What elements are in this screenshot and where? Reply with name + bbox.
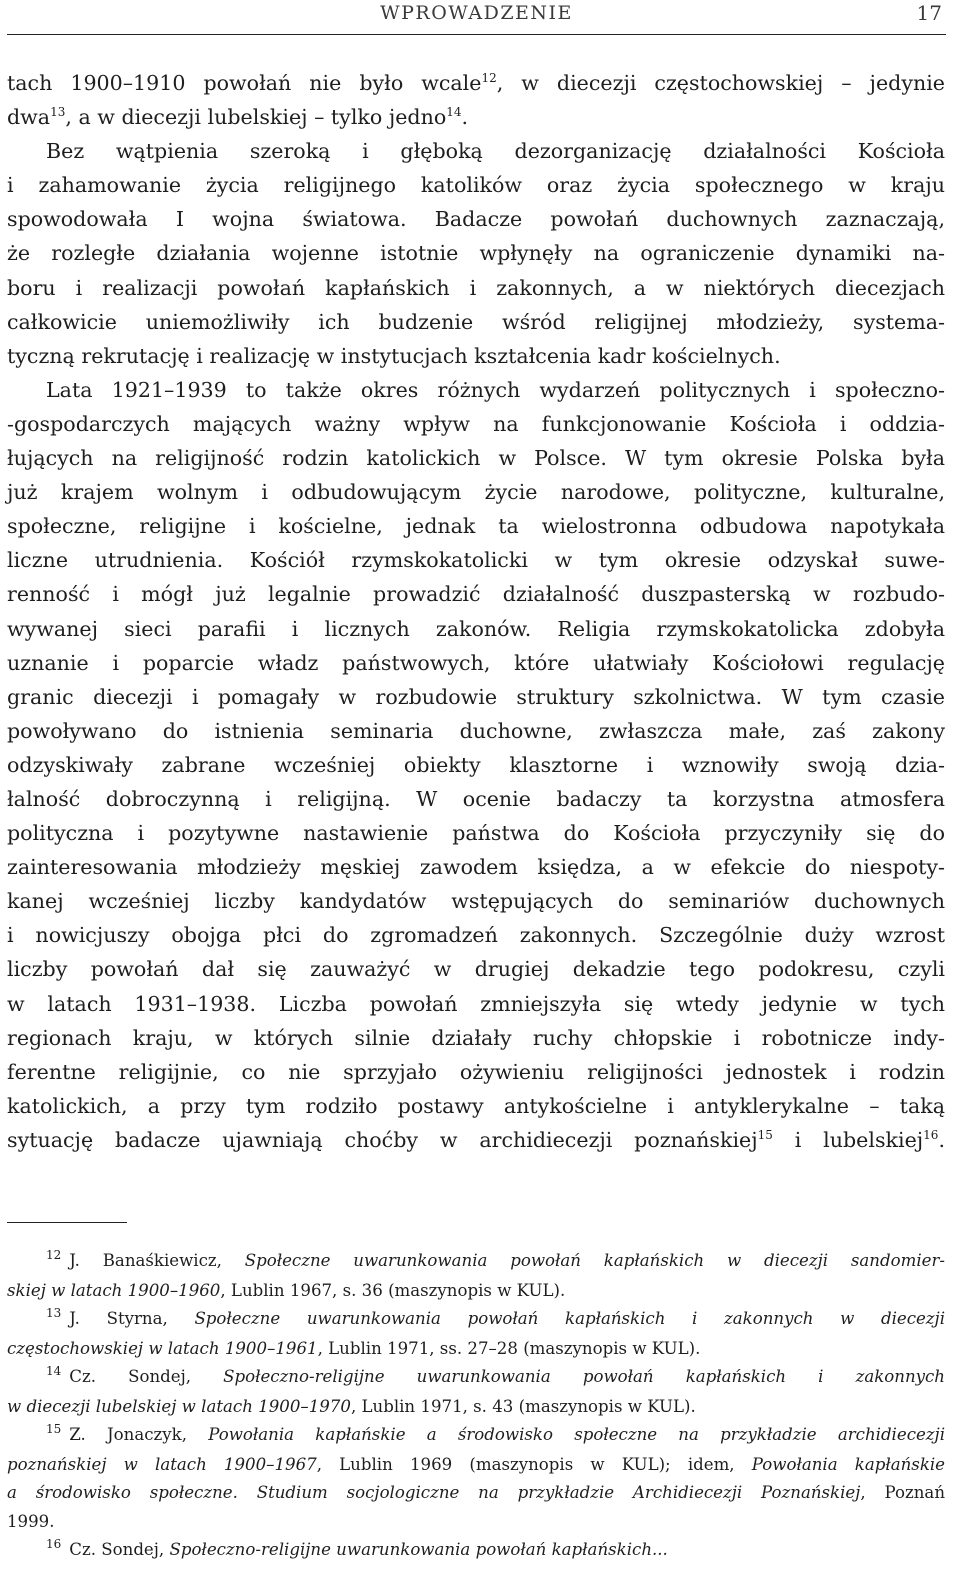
footnote-ref[interactable]: 16 [923,1127,939,1142]
footnote-16: $^{16}$ Cz. Sondej, Społeczno-religijne uwarunkowania powołań kapłańskich... [46,1537,668,1559]
footnote-line: a środowisko społeczne. Studium socjologiczne na przykładzie Archidiecezji Poznańskiej, Poznań [7,1483,946,1502]
main-text [7,66,945,1157]
text-line: renność i mógł już legalnie prowadzić działalność duszpasterską w rozbudo- [7,582,945,607]
text-line: powoływano do istnienia seminaria duchowne, zwłaszcza małe, zaś zakony [7,718,945,743]
text-line: spowodowała I wojna światowa. Badacze powołań duchownych zaznaczają, [7,207,945,232]
footnote-13: $^{13}$ J. Styrna, Społeczne uwarunkowania powołań kapłańskich i zakonnych w diecezji [46,1306,945,1328]
text-line: łujących na religijność rodzin katolickich w Polsce. W tym okresie Polska była [7,446,945,471]
text-line: ferentne religijnie, co nie sprzyjało ożywieniu religijności jednostek i rodzin [7,1059,945,1084]
text-line: zainteresowania młodzieży męskiej zawodem księdza, a w efekcie do niespoty- [7,855,945,880]
text-line: kanej wcześniej liczby kandydatów wstępujących do seminariów duchownych [7,889,945,914]
footnote-ref[interactable]: 15 [757,1127,773,1142]
text-line: w latach 1931–1938. Liczba powołań zmniejszyła się wtedy jedynie w tych [7,991,945,1016]
footnote-14: $^{14}$ Cz. Sondej, Społeczno-religijne uwarunkowania powołań kapłańskich i zakonnych [46,1364,945,1386]
text-line: polityczna i pozytywne nastawienie państwa do Kościoła przyczyniły się do [7,821,945,846]
text-line: granic diecezji i pomagały w rozbudowie struktury szkolnictwa. W tym czasie [7,684,945,709]
footnote-line: częstochowskiej w latach 1900–1961, Lublin 1971, ss. 27–28 (maszynopis w KUL). [7,1338,701,1358]
footnote-line: poznańskiej w latach 1900–1967, Lublin 1969 (maszynopis w KUL); idem, Powołania kapłańskie [7,1454,946,1474]
text-line: dwa$^{13}$, a w diecezji lubelskiej – tylko jedno$^{14}$. [7,105,469,130]
page-number: 17 [916,1,942,25]
text-line: i zahamowanie życia religijnego katolików oraz życia społecznego w kraju [7,173,945,198]
footnote-number: 13 [46,1306,62,1320]
text-line: -gospodarczych mających ważny wpływ na funkcjonowanie Kościoła i oddzia- [7,411,945,436]
footnotes [7,1247,945,1566]
footnote-ref[interactable]: 13 [50,105,66,120]
text-line: regionach kraju, w których silnie działały ruchy chłopskie i robotnicze indy- [7,1025,945,1050]
text-line: liczby powołań dał się zauważyć w drugiej dekadzie tego podokresu, czyli [7,957,945,982]
text-line: społeczne, religijne i kościelne, jednak ta wielostronna odbudowa napotykała [7,514,945,539]
text-line: całkowicie uniemożliwiły ich budzenie wśród religijnej młodzieży, systema- [7,309,945,334]
text-line: wywanej sieci parafii i licznych zakonów. Religia rzymskokatolicka zdobyła [7,616,945,641]
running-header [7,0,946,35]
footnote-number: 16 [46,1537,62,1551]
footnote-number: 14 [46,1364,62,1378]
text-line: boru i realizacji powołań kapłańskich i zakonnych, a w niektórych diecezjach [7,275,945,300]
text-line: liczne utrudnienia. Kościół rzymskokatolicki w tym okresie odzyskał suwe- [7,548,945,573]
footnote-number: 15 [46,1422,62,1436]
footnote-12: $^{12}$ J. Banaśkiewicz, Społeczne uwarunkowania powołań kapłańskich w diecezji sandomier- [46,1248,945,1270]
footnote-ref[interactable]: 12 [481,71,497,85]
text-line: tyczną rekrutację i realizację w instytucjach kształcenia kadr kościelnych. [7,343,781,368]
footnote-15: $^{15}$ Z. Jonaczyk, Powołania kapłańskie a środowisko społeczne na przykładzie archidiecezji [46,1422,945,1444]
text-line: Lata 1921–1939 to także okres różnych wydarzeń politycznych i społeczno- [46,377,945,402]
text-line: Bez wątpienia szeroką i głęboką dezorganizację działalności Kościoła [46,139,945,164]
text-line: tach 1900–1910 powołań nie było wcale$^{12}$, w diecezji częstochowskiej – jedynie [7,71,945,95]
text-line: i nowicjuszy obojga płci do zgromadzeń zakonnych. Szczególnie duży wzrost [7,923,945,948]
footnote-number: 12 [46,1248,62,1262]
text-line: łalność dobroczynną i religijną. W ocenie badaczy ta korzystna atmosfera [7,786,945,811]
text-line: odzyskiwały zabrane wcześniej obiekty klasztorne i wznowiły swoją dzia- [7,752,945,777]
text-line: uznanie i poparcie władz państwowych, które ułatwiały Kościołowi regulację [7,650,945,675]
footnote-ref[interactable]: 14 [446,105,462,120]
footnote-line: 1999. [7,1511,55,1531]
running-title: WPROWADZENIE [380,2,573,24]
text-line: sytuację badacze ujawniają choćby w archidiecezji poznańskiej$^{15}$ i lubelskiej$^{16}$. [7,1127,945,1152]
text-line: że rozległe działania wojenne istotnie wpłynęły na ograniczenie dynamiki na- [7,241,945,266]
text-line: katolickich, a przy tym rodziło postawy antykościelne i antyklerykalne – taką [7,1093,945,1118]
text-line: już krajem wolnym i odbudowującym życie narodowe, polityczne, kulturalne, [7,480,945,505]
footnote-separator [7,1222,127,1223]
footnote-line: skiej w latach 1900–1960, Lublin 1967, s. 36 (maszynopis w KUL). [7,1280,566,1300]
footnote-line: w diecezji lubelskiej w latach 1900–1970, Lublin 1971, s. 43 (maszynopis w KUL). [7,1396,696,1416]
